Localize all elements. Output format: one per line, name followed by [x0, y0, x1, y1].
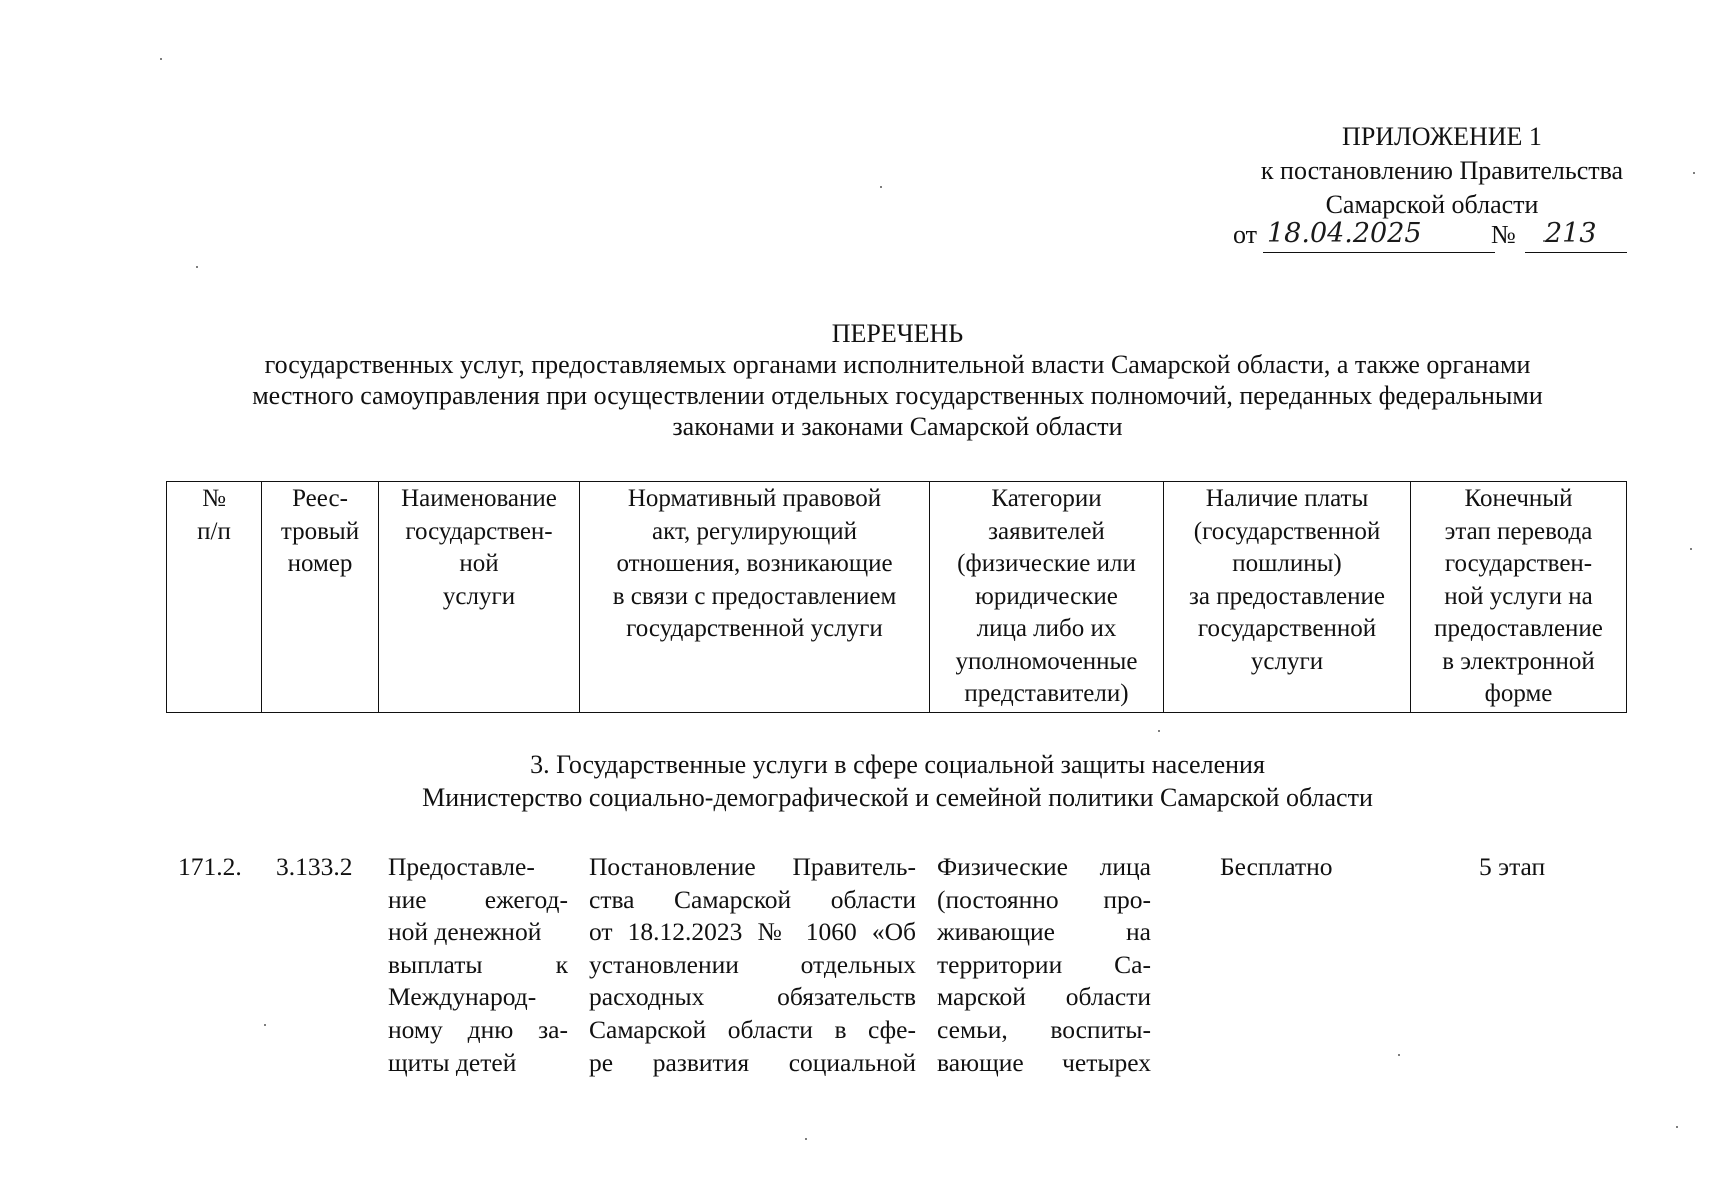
service-name-line: ние ежегод- — [388, 884, 568, 914]
header-text-number: № п/п — [197, 485, 231, 545]
date-prefix: от — [1233, 220, 1258, 249]
scan-speck — [805, 1138, 807, 1140]
header-cell-stage — [1411, 482, 1627, 713]
service-name-line: щиты детей — [388, 1047, 517, 1077]
header-text-stage: Конечный этап перевода государствен- ной услуги на предоставление в электронной форме — [1434, 485, 1603, 707]
scan-speck — [264, 1024, 266, 1026]
header-cell-fee — [1164, 482, 1411, 713]
legal-act-line: Самарской области в сфе- — [589, 1014, 916, 1044]
title-line-3: законами и законами Самарской области — [672, 412, 1123, 441]
header-text-fee: Наличие платы (государственной пошлины) за предоставление государственной услуги — [1188, 485, 1386, 675]
title-line-2: местного самоуправления при осуществлении отдельных государственных полномочий, переданных федеральными — [252, 381, 1543, 410]
title-heading: ПЕРЕЧЕНЬ — [831, 319, 964, 348]
legal-act-line: от 18.12.2023 № 1060 «Об — [589, 917, 916, 947]
title-line-1: государственных услуг, предоставляемых органами исполнительной власти Самарской области, а также органами — [264, 350, 1531, 379]
service-name-line: ному дню за- — [388, 1014, 568, 1044]
appendix-date-line — [1233, 216, 1633, 256]
date-handwritten: 18.04.2025 — [1267, 218, 1422, 249]
applicants-line: семьи, воспиты- — [937, 1014, 1151, 1044]
header-cell-legal-act — [580, 482, 930, 713]
number-prefix: № — [1491, 220, 1516, 249]
scan-speck — [196, 266, 198, 268]
legal-act-line: Постановление Правитель- — [589, 852, 916, 881]
legal-act-line: ре развития социальной — [589, 1047, 916, 1077]
appendix-line-resolution: к постановлению Правительства — [1260, 156, 1624, 185]
service-name-line: Предоставле- — [388, 852, 535, 881]
number-underline — [1525, 252, 1627, 253]
row-stage: 5 этап — [1479, 852, 1546, 881]
scan-speck — [1693, 172, 1695, 174]
row-applicants — [937, 851, 1151, 1079]
legal-act-line: установлении отдельных — [589, 949, 916, 979]
legal-act-line: расходных обязательств — [589, 982, 916, 1012]
header-cell-registry — [262, 482, 379, 713]
header-text-registry: Реес- тровый номер — [280, 485, 360, 577]
header-cell-service-name — [379, 482, 580, 713]
section-ministry: Министерство социально-демографической и семейной политики Самарской области — [422, 783, 1373, 812]
scan-speck — [1690, 548, 1692, 550]
section-heading — [160, 748, 1635, 814]
appendix-title: ПРИЛОЖЕНИЕ 1 — [1342, 122, 1542, 151]
scan-speck — [1676, 1126, 1678, 1128]
applicants-line: живающие на — [937, 917, 1151, 947]
row-legal-act — [589, 851, 916, 1079]
row-fee: Бесплатно — [1220, 852, 1333, 881]
header-text-service-name: Наименование государствен- ной услуги — [401, 485, 557, 610]
scan-speck — [1543, 240, 1545, 242]
header-text-applicants: Категории заявителей (физические или юридические лица либо их уполномоченные представители) — [955, 485, 1138, 707]
service-name-line: Международ- — [388, 982, 537, 1012]
header-row — [167, 482, 1627, 713]
scan-speck — [1398, 1054, 1400, 1056]
document-title — [160, 318, 1635, 442]
legal-act-line: ства Самарской области — [589, 884, 916, 914]
header-cell-number — [167, 482, 262, 713]
services-table-header — [166, 481, 1627, 713]
scan-speck — [880, 186, 882, 188]
header-text-legal-act: Нормативный правовой акт, регулирующий отношения, возникающие в связи с предоставлением государственной услуги — [612, 485, 897, 642]
row-registry: 3.133.2 — [276, 852, 353, 881]
appendix-block — [1232, 120, 1652, 222]
applicants-line: Физические лица — [937, 852, 1151, 881]
applicants-line: территории Са- — [937, 949, 1151, 979]
appendix-line-region: Самарской области — [1325, 190, 1539, 219]
applicants-line: вающие четырех — [937, 1047, 1151, 1077]
row-service-name — [388, 851, 568, 1079]
date-underline — [1263, 252, 1495, 253]
header-cell-applicants — [930, 482, 1164, 713]
row-number: 171.2. — [178, 852, 242, 881]
scan-speck — [160, 58, 162, 60]
applicants-line: (постоянно про- — [937, 884, 1151, 914]
scan-speck — [1158, 730, 1160, 732]
service-name-line: выплаты к — [388, 949, 568, 979]
applicants-line: марской области — [937, 982, 1151, 1012]
number-handwritten: 213 — [1545, 218, 1597, 249]
section-title: 3. Государственные услуги в сфере социальной защиты населения — [530, 750, 1265, 779]
service-name-line: ной денежной — [388, 917, 542, 947]
